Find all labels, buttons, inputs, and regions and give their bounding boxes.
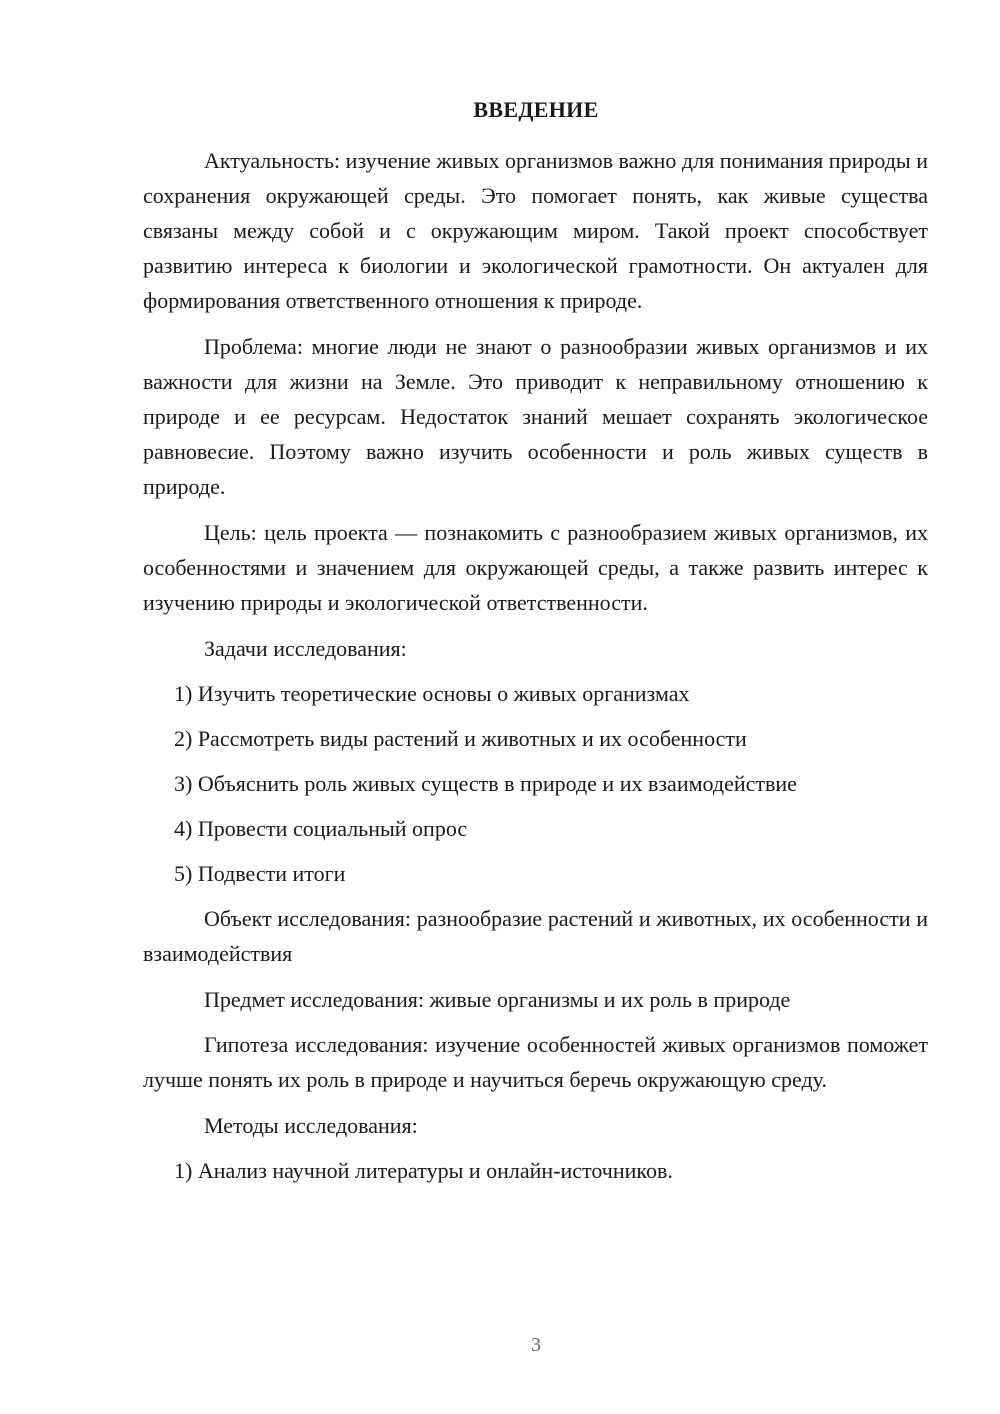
page-title: ВВЕДЕНИЕ — [473, 97, 599, 122]
subject-paragraph: Предмет исследования: живые организмы и их роль в природе — [204, 987, 791, 1012]
methods-heading: Методы исследования: — [204, 1113, 418, 1138]
problem-paragraph: Проблема: многие люди не знают о разнообразии живых организмов и их важности для жизни на Земле. Это приводит к неправильному отношению к природе и ее ресурсам. Недостаток знаний мешает сохранять экологическое равновесие. Поэтому важно изучить особенности и роль живых существ в природе. — [143, 334, 928, 499]
relevance-paragraph: Актуальность: изучение живых организмов важно для понимания природы и сохранения окружающей среды. Это помогает понять, как живые существа связаны между собой и с окружающим миром. Такой проект способствует развитию интереса к биологии и экологической грамотности. Он актуален для формирования ответственного отношения к природе. — [143, 148, 928, 313]
hypothesis-paragraph: Гипотеза исследования: изучение особенностей живых организмов поможет лучше понять их роль в природе и научиться беречь окружающую среду. — [143, 1032, 928, 1092]
task-item: 4) Провести социальный опрос — [174, 816, 468, 841]
tasks-heading: Задачи исследования: — [204, 636, 407, 661]
tasks-list — [143, 676, 928, 891]
object-paragraph: Объект исследования: разнообразие растений и животных, их особенности и взаимодействия — [143, 906, 928, 966]
task-item: 3) Объяснить роль живых существ в природе и их взаимодействие — [174, 771, 797, 796]
body-text — [143, 143, 928, 1198]
goal-paragraph: Цель: цель проекта — познакомить с разнообразием живых организмов, их особенностями и значением для окружающей среды, а также развить интерес к изучению природы и экологической ответственности. — [143, 520, 928, 615]
task-item: 5) Подвести итоги — [174, 861, 346, 886]
task-item: 1) Изучить теоретические основы о живых организмах — [174, 681, 690, 706]
method-item: 1) Анализ научной литературы и онлайн-источников. — [174, 1158, 673, 1183]
methods-list — [143, 1153, 928, 1188]
page-number: 3 — [531, 1334, 541, 1356]
task-item: 2) Рассмотреть виды растений и животных и их особенности — [174, 726, 747, 751]
